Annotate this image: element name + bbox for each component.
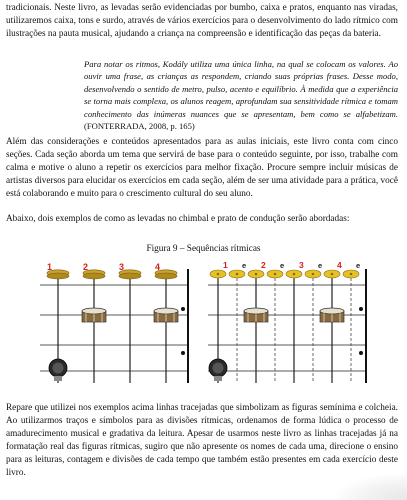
ride-cymbal-icon [229, 270, 245, 278]
count-label: 4 [337, 260, 342, 270]
snare-drum-icon [154, 308, 178, 322]
repeat-dot [181, 351, 185, 355]
repeat-dot [359, 351, 363, 355]
repeat-dot [181, 307, 185, 311]
paragraph-examples-intro: Abaixo, dois exemplos de como as levadas no chimbal e prato de condução serão abordadas: [6, 214, 350, 224]
rhythm-figure-quarter-svg [38, 259, 198, 391]
count-label: 2 [83, 262, 89, 272]
paragraph-sections: Além das considerações e conteúdos apresentados para as aulas iniciais, este livro conta com cinco seções. Cada seção aborda um tema que servirá de base para o conteúdo seguinte, por isso, trabalhe com calma e motive o aluno a repetir os exercícios para melhor fixação. Procure sempre incluir músicas de artistas diversos para elucidar os exercícios em cada seção, além de ser uma atividade para a prática, você está colaborando e muito para o crescimento cultural do seu aluno. [6, 137, 398, 200]
count-label: e [356, 261, 361, 270]
count-label: e [280, 261, 285, 270]
count-label: 1 [47, 262, 53, 272]
rhythm-figure-eighth-svg [206, 259, 376, 391]
snare-drum-icon [82, 308, 106, 322]
ride-cymbal-icon [305, 270, 321, 278]
count-label: 3 [299, 260, 304, 270]
repeat-dot [359, 307, 363, 311]
paragraph-notation-explanation: Repare que utilizei nos exemplos acima linhas tracejadas que simbolizam as figuras semínima e colcheia. Ao utilizarmos traços e símbolos para as divisões rítmicas, ordenamos de forma lúdica o processo de amadurecimento musical e gradativa da leitura. Apesar de usarmos neste livro as linhas tracejadas já na formatação real das figuras rítmicas, sugiro que não apresente os nomes de cada uma, direcione o ensino para as leituras, contagem e divisões de cada tempo que também estão presentes em cada exercício deste livro. [6, 403, 398, 479]
count-label: 3 [119, 262, 125, 272]
count-label: e [242, 261, 247, 270]
page-corner-watermark [337, 474, 407, 500]
ride-cymbal-icon [286, 270, 302, 278]
quote-text: Para notar os ritmos, Kodály utiliza uma única linha, na qual se colocam os valores. Ao ouvir uma frase, as crianças as respondem, criando suas próprias frases. Desse modo, desenvolvendo o sentido de metro, pulso, acento e equilíbrio. À medida que a experiência se torna mais complexa, os alunos reagem, aprofundam sua sensitividade rítmica e tomam conhecimento das inúmeras nuances que se apresentam, bem como se alfabetizam. [84, 59, 398, 119]
quote-reference: (FONTERRADA, 2008, p. 165) [84, 121, 195, 132]
count-label: 1 [223, 260, 228, 270]
snare-drum-icon [244, 308, 268, 322]
staff-background [208, 269, 366, 383]
snare-drum-icon [320, 308, 344, 322]
count-label: 4 [155, 262, 161, 272]
rhythm-figure-quarter-notes [38, 259, 198, 391]
ride-cymbal-icon [248, 270, 264, 278]
block-quote [84, 58, 398, 132]
ride-cymbal-icon [343, 270, 359, 278]
figure-caption: Figura 9 – Sequências rítmicas [146, 244, 261, 254]
intro-paragraph: tradicionais. Neste livro, as levadas serão evidenciadas por bumbo, caixa e pratos, enquanto nas viradas, utilizaremos caixa, tons e surdo, através de vários exercícios para o desenvolvimento do lado rítmico com ilustrações na pauta musical, ajudando a criança na compreensão e identificação das peças da bateria. [6, 3, 398, 40]
count-label: 2 [261, 260, 266, 270]
ride-cymbal-icon [210, 270, 226, 278]
rhythm-figure-eighth-notes [206, 259, 376, 391]
count-label: e [318, 261, 323, 270]
ride-cymbal-icon [324, 270, 340, 278]
ride-cymbal-icon [267, 270, 283, 278]
